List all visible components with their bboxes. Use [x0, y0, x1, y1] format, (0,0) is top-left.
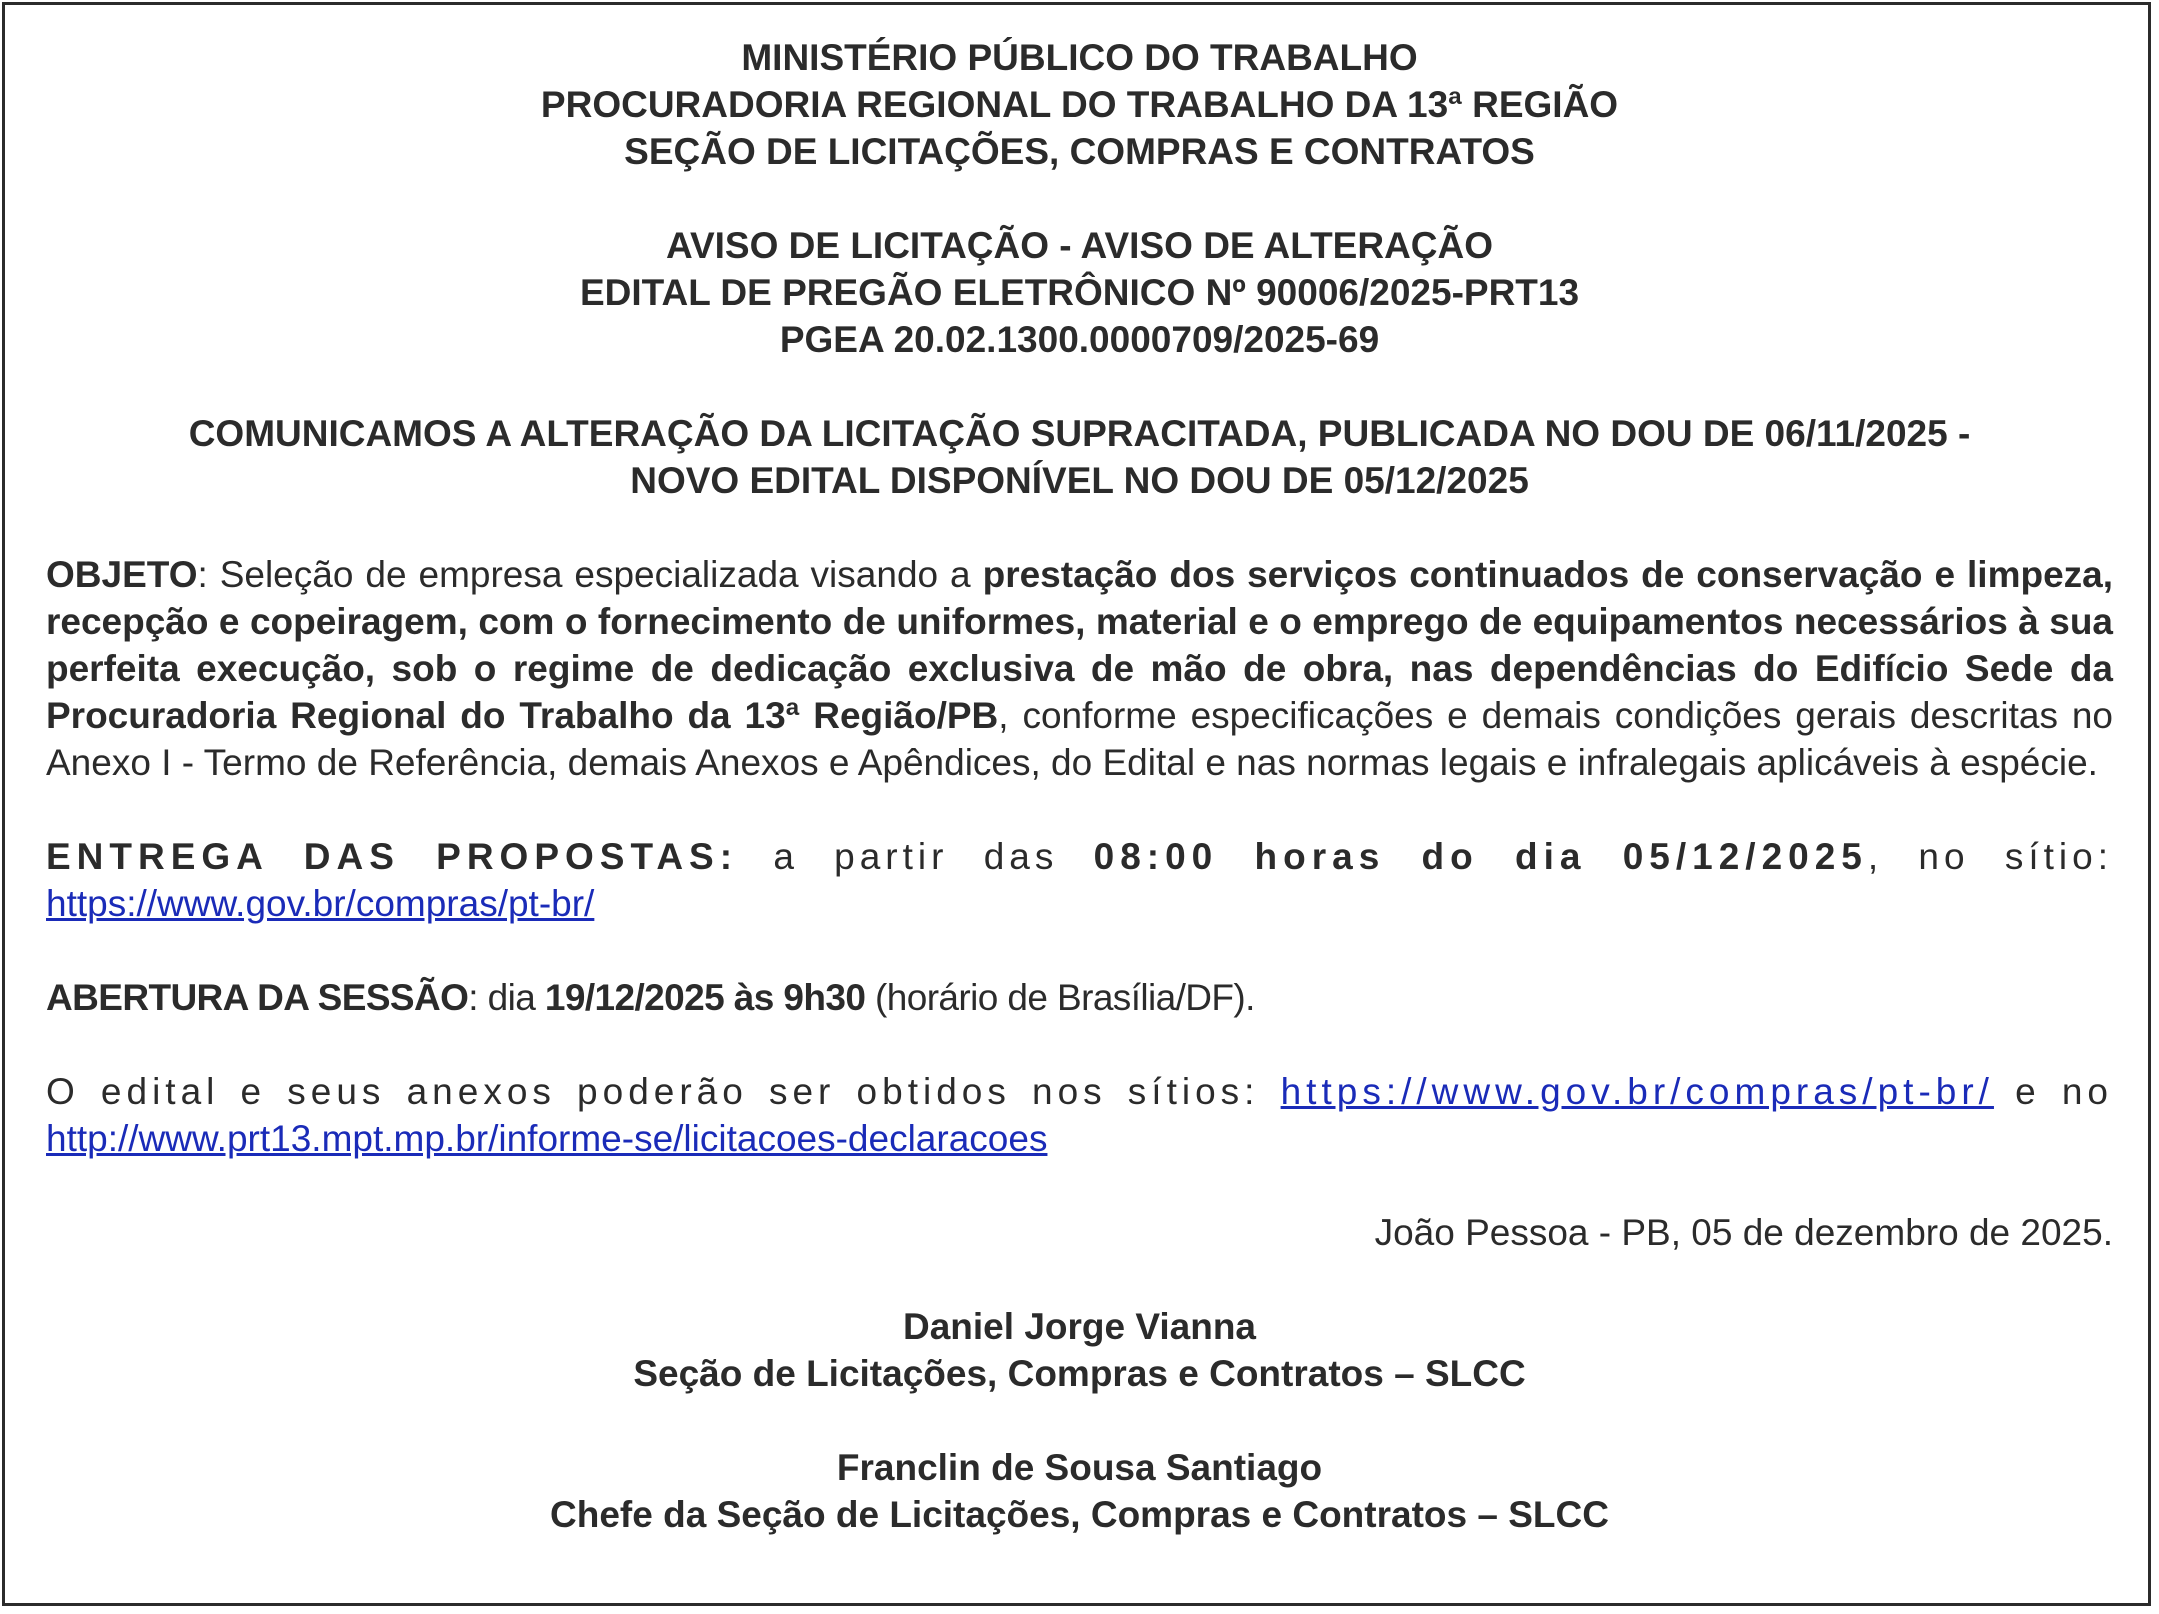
abertura-text-rest: (horário de Brasília/DF). [865, 977, 1255, 1018]
notice-pgea-number: PGEA 20.02.1300.0000709/2025-69 [779, 319, 1380, 360]
objeto-text-intro: : Seleção de empresa especializada visando a [197, 554, 983, 595]
signatory-name: Daniel Jorge Vianna [903, 1306, 1256, 1347]
compras-link[interactable]: https://www.gov.br/compras/pt-br/ [46, 883, 595, 924]
entrega-line [46, 833, 2113, 880]
header-block [46, 34, 2113, 175]
entrega-text-rest: , no sítio: [1867, 836, 2113, 877]
edital-paragraph [46, 1068, 2113, 1162]
signatory-role: Seção de Licitações, Compras e Contratos – SLCC [633, 1353, 1526, 1394]
communication-line-2: NOVO EDITAL DISPONÍVEL NO DOU DE 05/12/2025 [630, 460, 1529, 501]
objeto-paragraph [46, 551, 2113, 786]
abertura-date: 19/12/2025 às 9h30 [544, 977, 866, 1018]
notice-edital-number: EDITAL DE PREGÃO ELETRÔNICO Nº 90006/2025-PRT13 [579, 272, 1580, 313]
signature-2 [46, 1444, 2113, 1538]
header-procuradoria: PROCURADORIA REGIONAL DO TRABALHO DA 13ª REGIÃO [540, 84, 1619, 125]
abertura-paragraph [46, 974, 2113, 1021]
communication-block [46, 410, 2113, 504]
edital-text-and: e no [1993, 1071, 2113, 1112]
objeto-text-bold: prestação dos serviços continuados de conservação e limpeza, recepção e copeiragem, com o fornecimento de uniformes, material e o emprego de equipamentos necessários à sua perfeita execução, sob o regime de dedicação exclusiva de mão de obra, nas dependências do Edifício Sede da Procuradoria Regional do Trabalho da 13ª Região/PB [46, 554, 2113, 736]
entrega-date: 08:00 horas do dia 05/12/2025 [1093, 836, 1868, 877]
edital-line [46, 1068, 2113, 1115]
objeto-label: OBJETO [46, 554, 198, 595]
signatory-name: Franclin de Sousa Santiago [836, 1447, 1323, 1488]
entrega-label: ENTREGA DAS PROPOSTAS: [46, 836, 739, 877]
abertura-label: ABERTURA DA SESSÃO [46, 977, 469, 1018]
communication-line-1: COMUNICAMOS A ALTERAÇÃO DA LICITAÇÃO SUPRACITADA, PUBLICADA NO DOU DE 06/11/2025 - [188, 413, 1971, 454]
compras-link-2[interactable]: https://www.gov.br/compras/pt-br/ [1280, 1071, 1994, 1112]
entrega-paragraph [46, 833, 2113, 927]
objeto-text-rest: , conforme especificações e demais condições gerais descritas no Anexo I - Termo de Referência, demais Anexos e Apêndices, do Edital e nas normas legais e infralegais aplicáveis à espécie. [46, 695, 2113, 783]
prt13-licitacoes-link[interactable]: http://www.prt13.mpt.mp.br/informe-se/licitacoes-declaracoes [46, 1118, 1048, 1159]
notice-block [46, 222, 2113, 363]
signatory-role: Chefe da Seção de Licitações, Compras e Contratos – SLCC [550, 1494, 1609, 1535]
header-section: SEÇÃO DE LICITAÇÕES, COMPRAS E CONTRATOS [624, 131, 1535, 172]
signature-1 [46, 1303, 2113, 1397]
abertura-text-intro: : dia [468, 977, 545, 1018]
entrega-text-intro: a partir das [738, 836, 1094, 877]
edital-text-intro: O edital e seus anexos poderão ser obtidos nos sítios: [46, 1071, 1281, 1112]
notice-title: AVISO DE LICITAÇÃO - AVISO DE ALTERAÇÃO [665, 225, 1494, 266]
document-content [46, 34, 2113, 1538]
header-ministry: MINISTÉRIO PÚBLICO DO TRABALHO [741, 37, 1418, 78]
place-date: João Pessoa - PB, 05 de dezembro de 2025. [1374, 1212, 2113, 1253]
